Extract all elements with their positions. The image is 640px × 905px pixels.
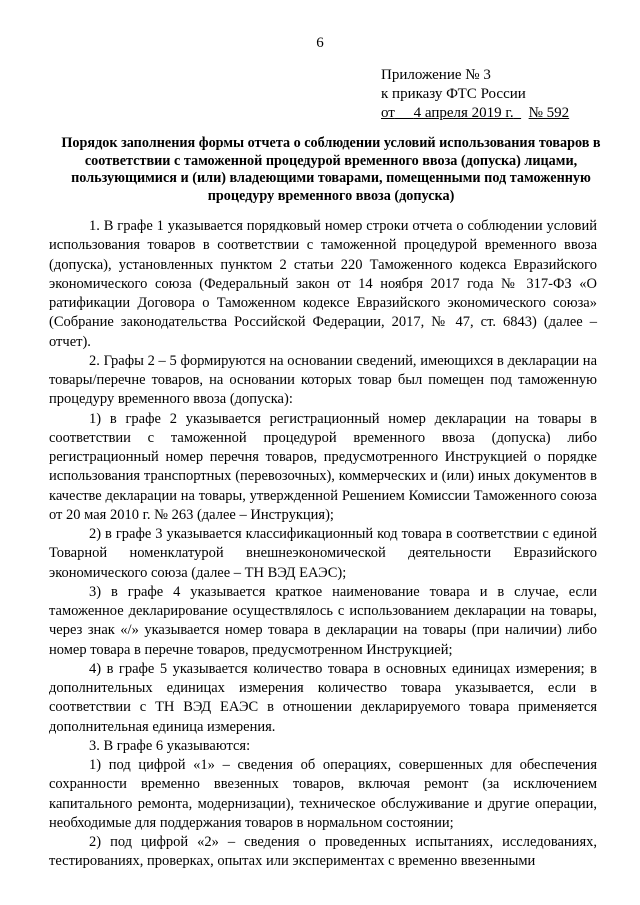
appendix-order-ref: к приказу ФТС России — [381, 86, 526, 102]
paragraph: 1) в графе 2 указывается регистрационный номер декларации на товары в соответствии с таможенной процедурой временного ввоза (допуска) либо регистрационный номер перечня товаров, предусмотренного Инструкцией о порядке использования транспортных (перевозочных), коммерческих и (или) иных документов в качестве декларации на товары, утвержденной Решением Комиссии Таможенного союза от 20 мая 2010 г. № 263 (далее – Инструкция); — [49, 410, 597, 523]
paragraph: 2) в графе 3 указывается классификационный код товара в соответствии с единой Товарной номенклатурой внешнеэкономической деятельности Евразийского экономического союза (далее – ТН ВЭД ЕАЭС); — [49, 526, 597, 581]
paragraph: 1. В графе 1 указывается порядковый номер строки отчета о соблюдении условий использования товаров в соответствии с таможенной процедурой временного ввоза (допуска), установленных пунктом 2 статьи 220 Таможенного кодекса Евразийского экономического союза (Федеральный закон от 14 ноября 2017 года № 317-ФЗ «О ратификации Договора о Таможенном кодексе Евразийского экономического союза» (Собрание законодательства Российской Федерации, 2017, № 47, ст. 6843) (далее – отчет). — [49, 218, 597, 350]
paragraph: 1) под цифрой «1» – сведения об операциях, совершенных для обеспечения сохранности временно ввезенных товаров, включая ремонт (за исключением капитального ремонта, модернизации), техническое обслуживание и другие операции, необходимые для поддержания товаров в нормальном состоянии; — [49, 757, 597, 831]
document-body — [49, 217, 597, 872]
page-number: 6 — [316, 35, 324, 51]
appendix-title: Приложение № 3 — [381, 67, 491, 83]
appendix-header — [381, 66, 621, 123]
paragraph: 3. В графе 6 указываются: — [89, 737, 251, 754]
document-title: Порядок заполнения формы отчета о соблюдении условий использования товаров в соответствии с таможенной процедурой временного ввоза (допуска) лицами, пользующимися и (или) владеющими товарами, помещенными под таможенную процедуру временного ввоза (допуска) — [61, 135, 601, 204]
paragraph: 2) под цифрой «2» – сведения о проведенных испытаниях, исследованиях, тестированиях, проверках, опытах или экспериментах с временно ввезенными — [49, 834, 597, 870]
paragraph: 2. Графы 2 – 5 формируются на основании сведений, имеющихся в декларации на товары/перечне товаров, на основании которых товар был помещен под таможенную процедуру временного ввоза (допуска): — [49, 352, 597, 408]
order-date: 4 апреля 2019 г. — [413, 105, 514, 121]
paragraph: 4) в графе 5 указывается количество товара в основных единицах измерения; в дополнительных единицах измерения количество товара указывается, если в соответствии с ТН ВЭД ЕАЭС в отношении декларируемого товара применяется дополнительная единица измерения. — [49, 660, 597, 735]
appendix-date-line — [381, 104, 621, 123]
paragraph: 3) в графе 4 указывается краткое наименование товара и в случае, если таможенное декларирование осуществлялось с использованием декларации на товары, через знак «/» указывается номер товара в декларации на товары (при наличии) либо номер товара в перечне товаров, предусмотренном Инструкцией; — [49, 583, 597, 658]
order-number: № 592 — [528, 105, 570, 121]
date-prefix: от — [381, 105, 395, 121]
